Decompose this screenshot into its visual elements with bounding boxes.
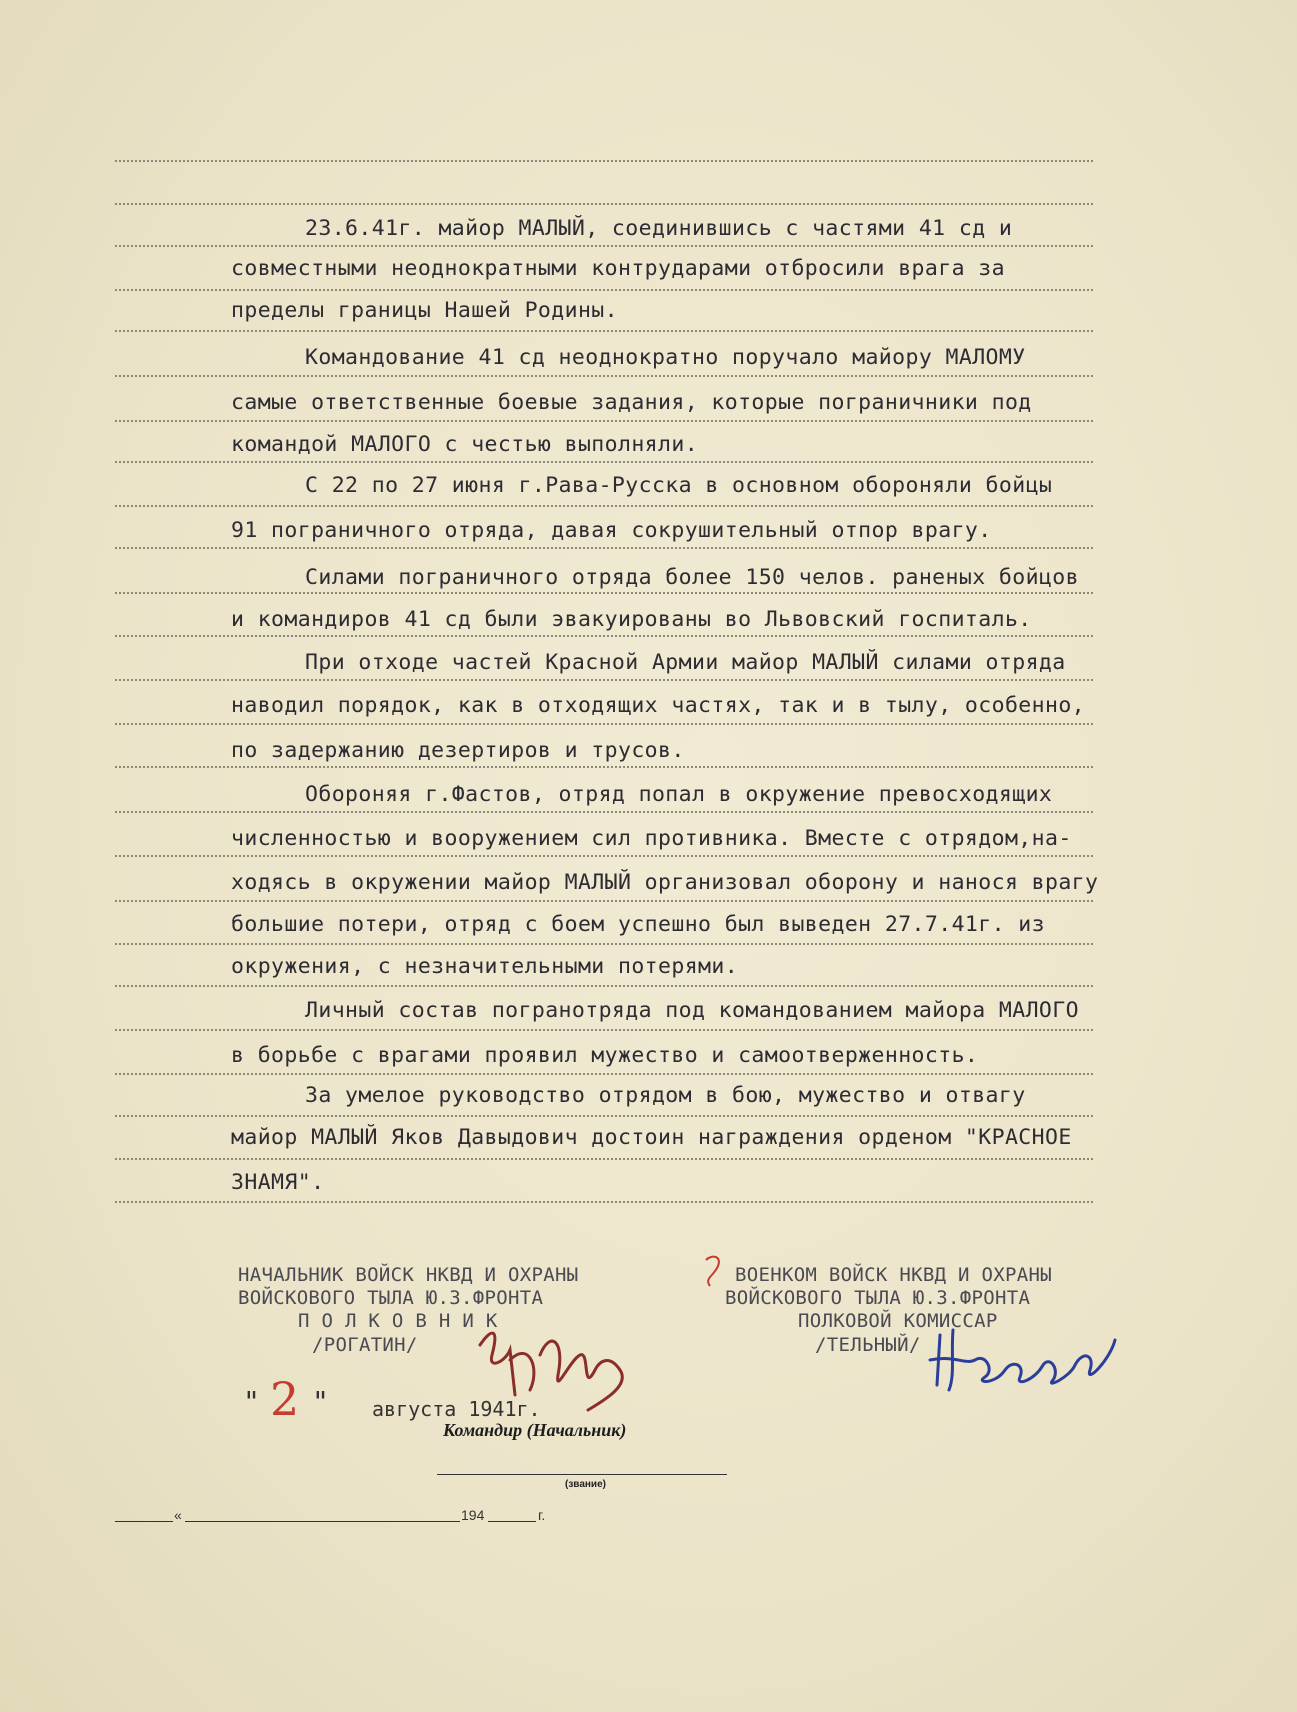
footer-year-suffix: г. [538, 1507, 546, 1523]
ruled-line [115, 330, 1093, 332]
ruled-line [115, 811, 1093, 813]
rank-blank-line [437, 1474, 727, 1475]
body-line-21: За умелое руководство отрядом в бою, мужество и отвагу [305, 1083, 1026, 1108]
body-line-16: ходясь в окружении майор МАЛЫЙ организовал оборону и нанося врагу [231, 870, 1099, 895]
footer-day-blank [115, 1521, 173, 1522]
footer-date-open-quote: « [174, 1507, 182, 1523]
left-signer-title-1: НАЧАЛЬНИК ВОЙСК НКВД И ОХРАНЫ [238, 1264, 579, 1286]
right-signer-rank: ПОЛКОВОЙ КОМИССАР [798, 1310, 998, 1332]
date-month-year: августа 1941г. [372, 1397, 541, 1421]
left-signer-name: /РОГАТИН/ [312, 1334, 418, 1356]
body-line-3: пределы границы Нашей Родины. [231, 298, 618, 323]
body-line-22: майор МАЛЫЙ Яков Давыдович достоин награждения орденом "КРАСНОЕ [231, 1125, 1072, 1150]
body-line-18: окружения, с незначительными потерями. [231, 954, 739, 979]
ruled-line [115, 1029, 1093, 1031]
body-line-6: командой МАЛОГО с честью выполняли. [231, 432, 699, 457]
right-signer-title-2: ВОЙСКОВОГО ТЫЛА Ю.З.ФРОНТА [725, 1287, 1031, 1309]
date-open-quote: " [243, 1385, 260, 1418]
ruled-line [115, 1158, 1093, 1160]
ruled-line [115, 160, 1093, 162]
body-line-11: При отходе частей Красной Армии майор МАЛЫЙ силами отряда [305, 650, 1066, 675]
ruled-line [115, 420, 1093, 422]
ruled-line [115, 1201, 1093, 1203]
ruled-line [115, 985, 1093, 987]
ruled-line [115, 943, 1093, 945]
footer-year-prefix: 194 [461, 1507, 485, 1523]
body-line-12: наводил порядок, как в отходящих частях, так и в тылу, особенно, [231, 693, 1086, 718]
commander-label: Командир (Начальник) [443, 1420, 627, 1440]
right-handwritten-signature [925, 1315, 1125, 1405]
body-line-19: Личный состав погранотряда под командованием майора МАЛОГО [305, 998, 1079, 1023]
body-line-8: 91 пограничного отряда, давая сокрушительный отпор врагу. [231, 518, 992, 543]
body-line-14: Обороняя г.Фастов, отряд попал в окружение превосходящих [305, 782, 1053, 807]
body-line-10: и командиров 41 сд были эвакуированы во Львовский госпиталь. [231, 607, 1032, 632]
right-signer-name: /ТЕЛЬНЫЙ/ [815, 1334, 921, 1356]
ruled-line [115, 375, 1093, 377]
body-line-15: численностью и вооружением сил противника. Вместе с отрядом,на- [231, 826, 1072, 851]
footer-year-blank [488, 1521, 536, 1522]
ruled-line [115, 461, 1093, 463]
body-line-9: Силами пограничного отряда более 150 челов. раненых бойцов [305, 565, 1079, 590]
body-line-5: самые ответственные боевые задания, которые пограничники под [231, 390, 1032, 415]
ruled-line [115, 245, 1093, 247]
ruled-line [115, 900, 1093, 902]
left-signer-title-2: ВОЙСКОВОГО ТЫЛА Ю.З.ФРОНТА [238, 1287, 544, 1309]
ruled-line [115, 203, 1093, 205]
body-line-20: в борьбе с врагами проявил мужество и самоотверженность. [231, 1043, 979, 1068]
ruled-line [115, 1115, 1093, 1117]
left-signer-rank: П О Л К О В Н И К [298, 1310, 498, 1332]
date-close-quote: " [312, 1385, 329, 1418]
body-line-2: совместными неоднократными контрударами отбросили врага за [231, 256, 1005, 281]
ruled-line [115, 679, 1093, 681]
body-line-1: 23.6.41г. майор МАЛЫЙ, соединившись с частями 41 сд и [305, 216, 1013, 241]
right-signer-title-1: ВОЕНКОМ ВОЙСК НКВД И ОХРАНЫ [735, 1264, 1052, 1286]
body-line-7: С 22 по 27 июня г.Рава-Русска в основном обороняли бойцы [305, 473, 1053, 498]
ruled-line [115, 635, 1093, 637]
ruled-line [115, 592, 1093, 594]
body-line-23: ЗНАМЯ". [231, 1170, 325, 1195]
ruled-line [115, 1073, 1093, 1075]
rank-caption: (звание) [565, 1479, 606, 1490]
body-line-17: большие потери, отряд с боем успешно был выведен 27.7.41г. из [231, 912, 1045, 937]
ruled-line [115, 855, 1093, 857]
ruled-line [115, 289, 1093, 291]
body-line-13: по задержанию дезертиров и трусов. [231, 738, 685, 763]
ruled-line [115, 723, 1093, 725]
ruled-line [115, 547, 1093, 549]
body-line-4: Командование 41 сд неоднократно поручало майору МАЛОМУ [305, 345, 1026, 370]
ruled-line [115, 766, 1093, 768]
date-day: 2 [270, 1372, 300, 1426]
footer-month-blank [185, 1521, 460, 1522]
red-pencil-mark [700, 1252, 730, 1292]
ruled-line [115, 505, 1093, 507]
